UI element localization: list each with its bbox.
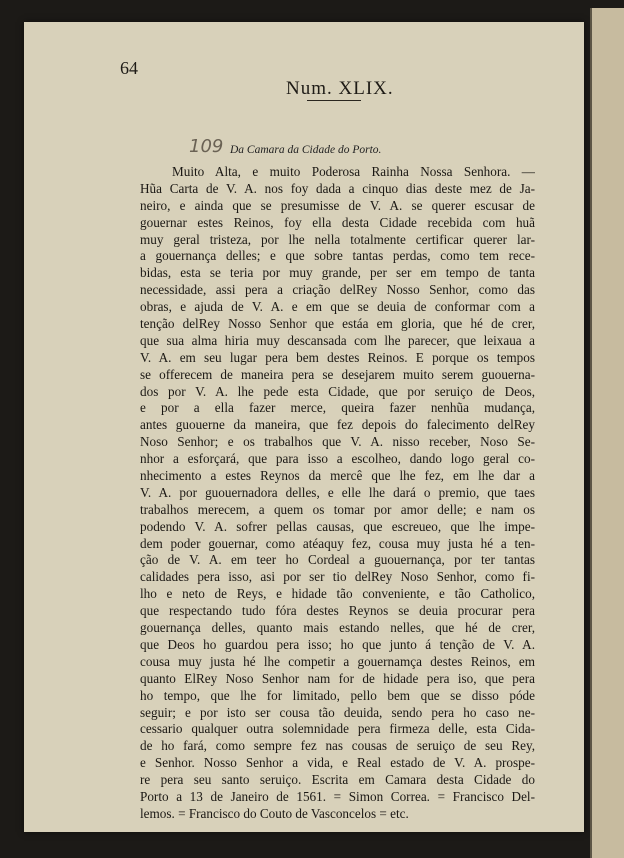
text-line: e Senhor. Nosso Senhor a vida, e Real estado de V. A. prospe- [140,755,535,771]
text-line: que Deos ho guardou pera isso; ho que junto á tenção de V. A. [140,636,535,652]
title-underline [307,100,361,101]
page-title: Num. XLIX. [286,78,394,99]
text-line: antes guouerne da maneira, que fez depois do falecimento delRey [140,417,535,433]
text-line: de ho fará, como sempre fez nas cousas de seruiço de seu Rey, [140,738,535,754]
text-line: trabalhos merecem, a quem os tomar por amor delle; e nam os [140,501,535,517]
page-number: 64 [120,58,138,78]
text-line: Porto a 13 de Janeiro de 1561. = Simon Correa. = Francisco Del- [140,788,535,804]
text-line: necessidade, assi pera a criação delRey Nosso Senhor, como das [140,282,535,298]
text-line: ho tempo, que lhe for limitado, pello bem que se disso póde [140,687,535,703]
text-line: gouernança delles, quanto mais estando nelles, que hé de crer, [140,620,535,636]
text-line: que respectando tudo fóra destes Reynos se deuia procurar pera [140,603,535,619]
handwritten-number: 109 [189,136,224,157]
text-line: ção de V. A. em teer ho Cordeal a guouernança, por ter tantas [140,552,535,568]
letter-body [140,164,535,823]
text-line: podendo V. A. sofrer pellas causas, que escreueo, que lhe impe- [140,518,535,534]
text-line: se offerecem de maneira pera se desejarem muito serem guouerna- [140,366,535,382]
text-line: Muito Alta, e muito Poderosa Rainha Nossa Senhora. — [172,164,535,179]
text-line: V. A. em seu lugar pera bem destes Reinos. E porque os tempos [140,349,535,365]
text-line: que sua alma hiria muy descansada com lhe parecer, que leixaua a [140,332,535,348]
text-line: dos por V. A. lhe pede esta Cidade, que por seruiço de Deos, [140,383,535,399]
text-line: nhor a esforçará, que para isso a escolheo, dando logo geral co- [140,451,535,467]
text-line: seguir; e por isto ser cousa tão deuida, sendo pera ho caso ne- [140,704,535,720]
text-line: quanto ElRey Noso Senhor nam for de hidade pera iso, que pera [140,670,535,686]
text-line: Noso Senhor; e os trabalhos que V. A. nisso receber, Noso Se- [140,434,535,450]
text-line: re pera seu santo seruiço. Escrita em Camara desta Cidade do [140,772,535,788]
adjacent-page-edge [590,8,624,858]
text-line: lho e neto de Reys, e hidade tão conveniente, e tão Catholico, [140,586,535,602]
text-line: neiro, e ainda que se presumisse de V. A. se querer escusar de [140,197,535,213]
text-line: obras, e ajuda de V. A. e em que se deuia de conformar com a [140,299,535,315]
text-line: a gouernança delles; e que sobre tantas perdas, como tem rece- [140,248,535,264]
letter-heading: Da Camara da Cidade do Porto. [230,144,382,156]
text-line: gouernar estes Reinos, foy ella desta Cidade recebida com huã [140,214,535,230]
text-line: V. A. por guouernadora delles, e elle lhe dará o premio, que taes [140,484,535,500]
text-line: tenção delRey Nosso Senhor que estáa em gloria, que hé de crer, [140,316,535,332]
text-line: dem poder gouernar, como atéaquy fez, cousa muy justa hé a ten- [140,535,535,551]
text-line: calidades pera isso, asi por ser tio delRey Noso Senhor, como fi- [140,569,535,585]
text-line: Hũa Carta de V. A. nos foy dada a cinquo dias deste mez de Ja- [140,180,535,196]
text-line: bidas, esta se teria por muy grande, per ser em tempo de tanta [140,265,535,281]
text-line: lemos. = Francisco do Couto de Vasconcelos = etc. [140,805,409,821]
text-line: cessario qualquer outra solemnidade pera firmeza delle, esta Cida- [140,721,535,737]
text-line: e por a ella fazer merce, queira fazer nenhũa mudança, [140,400,535,416]
text-line: cousa muy justa hé lhe competir a gouernamça destes Reinos, em [140,653,535,669]
text-line: nhecimento a estes Reynos da mercê que lhe fez, em lhe dar a [140,468,535,484]
text-line: muy geral tristeza, por lhe nella totalmente certificar querer lar- [140,231,535,247]
